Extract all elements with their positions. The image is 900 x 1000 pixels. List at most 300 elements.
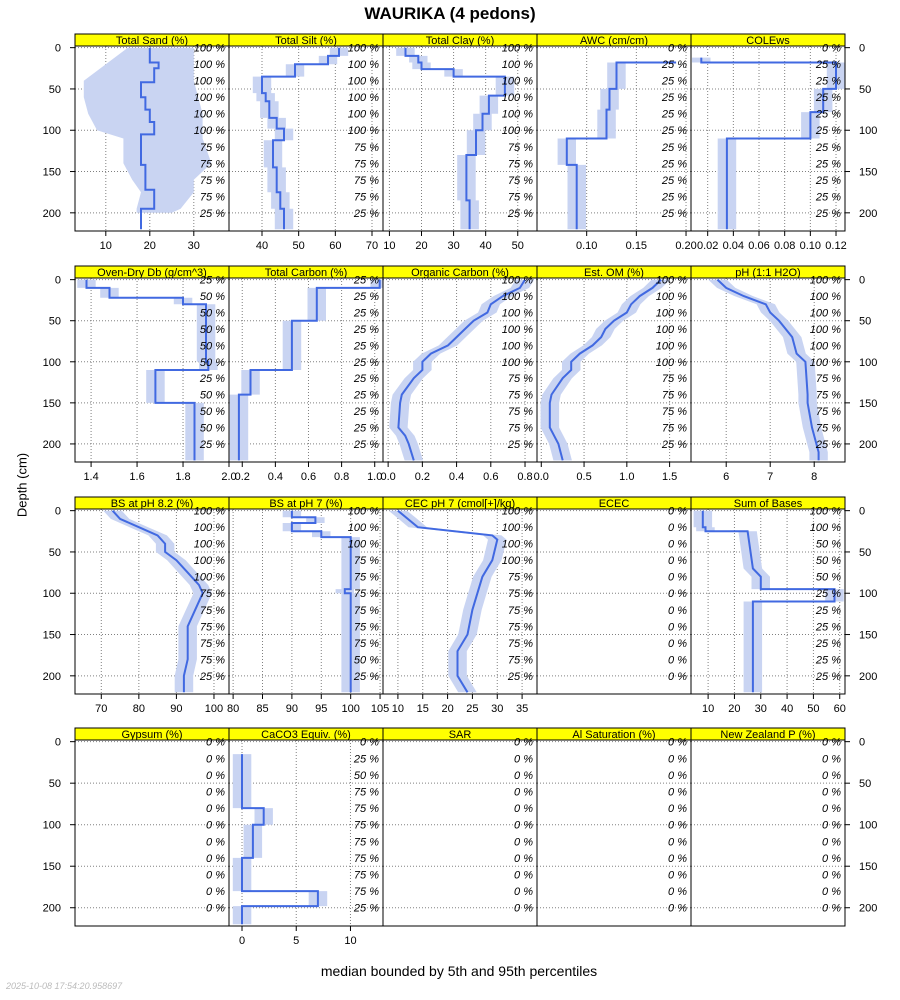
panel-label: Oven-Dry Db (g/cm^3): [97, 267, 207, 279]
y-tick-label: 100: [859, 356, 878, 369]
x-tick-label: 0.6: [300, 471, 317, 483]
panel-label: Gypsum (%): [121, 729, 183, 741]
data-completeness-label: 75 %: [199, 141, 225, 154]
x-tick-label: 0.8: [517, 471, 533, 483]
data-completeness-label: 0 %: [668, 769, 687, 782]
data-completeness-label: 100 %: [501, 92, 533, 105]
panel-label: Est. OM (%): [584, 267, 644, 279]
data-completeness-label: 50 %: [199, 291, 225, 304]
data-completeness-label: 0 %: [822, 836, 841, 849]
x-tick-label: 60: [833, 703, 846, 715]
data-completeness-label: 25 %: [353, 207, 379, 220]
data-completeness-label: 0 %: [514, 869, 533, 882]
data-completeness-label: 25 %: [815, 604, 841, 617]
percentile-band: [233, 754, 327, 924]
data-completeness-label: 100 %: [347, 125, 379, 138]
y-tick-label: 100: [859, 588, 878, 601]
x-tick-label: 0.0: [380, 471, 396, 483]
data-completeness-label: 25 %: [199, 670, 225, 683]
data-completeness-label: 100 %: [347, 92, 379, 105]
data-completeness-label: 100 %: [655, 274, 687, 287]
data-completeness-label: 100 %: [809, 340, 841, 353]
data-completeness-label: 50 %: [199, 389, 225, 402]
data-completeness-label: 100 %: [809, 291, 841, 304]
x-tick-label: 0.8: [333, 471, 350, 483]
data-completeness-label: 0 %: [668, 869, 687, 882]
data-completeness-label: 0 %: [514, 736, 533, 749]
data-completeness-label: 100 %: [347, 108, 379, 121]
data-completeness-label: 0 %: [514, 852, 533, 865]
panel-label: CaCO3 Equiv. (%): [261, 729, 351, 741]
data-completeness-label: 25 %: [353, 422, 379, 435]
data-completeness-label: 75 %: [815, 373, 841, 386]
data-completeness-label: 25 %: [507, 207, 533, 220]
data-completeness-label: 50 %: [815, 571, 841, 584]
data-completeness-label: 0 %: [668, 42, 687, 55]
data-completeness-label: 100 %: [193, 75, 225, 88]
data-completeness-label: 25 %: [661, 75, 687, 88]
data-completeness-label: 75 %: [199, 604, 225, 617]
percentile-band: [541, 280, 671, 461]
data-completeness-label: 25 %: [815, 141, 841, 154]
x-tick-label: 30: [754, 703, 767, 715]
y-tick-label: 200: [42, 670, 61, 683]
panel-label: New Zealand P (%): [720, 729, 816, 741]
data-completeness-label: 0 %: [206, 852, 225, 865]
x-tick-label: 10: [391, 703, 405, 715]
data-completeness-label: 100 %: [501, 125, 533, 138]
data-completeness-label: 0 %: [822, 769, 841, 782]
data-completeness-label: 25 %: [353, 291, 379, 304]
data-completeness-label: 0 %: [668, 836, 687, 849]
x-tick-label: 1.8: [175, 471, 191, 483]
data-completeness-label: 50 %: [353, 654, 379, 667]
timestamp: 2025-10-08 17:54:20.958697: [6, 981, 123, 991]
data-completeness-label: 50 %: [199, 307, 225, 320]
x-tick-label: 0.20: [675, 240, 697, 252]
x-tick-label: 0.0: [533, 471, 549, 483]
y-tick-label: 150: [42, 629, 61, 642]
data-completeness-label: 0 %: [360, 736, 379, 749]
data-completeness-label: 0 %: [822, 786, 841, 799]
x-tick-label: 80: [132, 703, 145, 715]
x-tick-label: 30: [491, 703, 504, 715]
x-tick-label: 50: [807, 703, 820, 715]
data-completeness-label: 25 %: [661, 59, 687, 72]
page-title: WAURIKA (4 pedons): [364, 4, 536, 23]
y-tick-label: 100: [42, 819, 61, 832]
data-completeness-label: 75 %: [199, 191, 225, 204]
data-completeness-label: 25 %: [815, 108, 841, 121]
x-tick-label: 50: [511, 240, 524, 252]
y-tick-label: 0: [54, 736, 61, 749]
data-completeness-label: 25 %: [661, 125, 687, 138]
data-completeness-label: 25 %: [661, 174, 687, 187]
y-tick-label: 150: [42, 861, 61, 874]
x-tick-label: 20: [415, 240, 428, 252]
panel-label: BS at pH 7 (%): [269, 498, 343, 510]
x-tick-label: 50: [292, 240, 305, 252]
x-tick-label: 80: [226, 703, 240, 715]
y-tick-label: 0: [859, 505, 866, 518]
data-completeness-label: 0 %: [822, 753, 841, 766]
x-tick-label: 30: [187, 240, 200, 252]
percentile-band: [253, 48, 348, 230]
data-completeness-label: 100 %: [809, 274, 841, 287]
data-completeness-label: 0 %: [206, 803, 225, 816]
x-tick-label: 60: [329, 240, 342, 252]
data-completeness-label: 25 %: [661, 92, 687, 105]
data-completeness-label: 100 %: [501, 59, 533, 72]
x-tick-label: 0.2: [414, 471, 431, 483]
y-tick-label: 150: [42, 397, 61, 410]
data-completeness-label: 0 %: [668, 538, 687, 551]
data-completeness-label: 100 %: [193, 59, 225, 72]
data-completeness-label: 0 %: [668, 571, 687, 584]
x-tick-label: 0.5: [576, 471, 592, 483]
data-completeness-label: 100 %: [809, 356, 841, 369]
data-completeness-label: 0 %: [206, 786, 225, 799]
data-completeness-label: 0 %: [668, 555, 687, 568]
y-tick-label: 100: [859, 125, 878, 138]
x-tick-label: 0.4: [448, 471, 465, 483]
data-completeness-label: 50 %: [199, 356, 225, 369]
data-completeness-label: 0 %: [206, 836, 225, 849]
data-completeness-label: 25 %: [661, 158, 687, 171]
x-tick-label: 35: [515, 703, 529, 715]
y-tick-label: 100: [42, 125, 61, 138]
data-completeness-label: 25 %: [353, 356, 379, 369]
x-tick-label: 90: [285, 703, 299, 715]
data-completeness-label: 100 %: [193, 505, 225, 518]
data-completeness-label: 25 %: [815, 75, 841, 88]
panel-label: Total Carbon (%): [264, 267, 348, 279]
x-tick-label: 95: [315, 703, 328, 715]
data-completeness-label: 75 %: [353, 141, 379, 154]
y-tick-label: 200: [859, 207, 878, 220]
y-axis-title: Depth (cm): [14, 452, 30, 518]
data-completeness-label: 50 %: [199, 323, 225, 336]
panel-label: ECEC: [598, 498, 630, 510]
y-tick-label: 0: [54, 505, 61, 518]
data-completeness-label: 75 %: [353, 886, 379, 899]
data-completeness-label: 75 %: [353, 604, 379, 617]
data-completeness-label: 75 %: [353, 869, 379, 882]
data-completeness-label: 75 %: [815, 389, 841, 402]
data-completeness-label: 75 %: [353, 571, 379, 584]
data-completeness-label: 0 %: [514, 819, 533, 832]
y-tick-label: 50: [48, 778, 61, 791]
data-completeness-label: 75 %: [507, 158, 533, 171]
data-completeness-label: 100 %: [809, 307, 841, 320]
data-completeness-label: 75 %: [507, 422, 533, 435]
data-completeness-label: 75 %: [507, 604, 533, 617]
panel-label: AWC (cm/cm): [579, 35, 649, 47]
data-completeness-label: 0 %: [822, 736, 841, 749]
x-tick-label: 20: [143, 240, 156, 252]
data-completeness-label: 25 %: [353, 902, 379, 915]
data-completeness-label: 100 %: [809, 505, 841, 518]
data-completeness-label: 100 %: [347, 42, 379, 55]
data-completeness-label: 0 %: [514, 786, 533, 799]
data-completeness-label: 0 %: [514, 836, 533, 849]
data-completeness-label: 0 %: [668, 604, 687, 617]
panel-label: pH (1:1 H2O): [735, 267, 801, 279]
data-completeness-label: 75 %: [661, 406, 687, 419]
data-completeness-label: 75 %: [353, 555, 379, 568]
data-completeness-label: 0 %: [668, 654, 687, 667]
y-tick-label: 50: [859, 315, 872, 328]
data-completeness-label: 50 %: [199, 406, 225, 419]
data-completeness-label: 0 %: [514, 769, 533, 782]
x-tick-label: 20: [728, 703, 741, 715]
data-completeness-label: 75 %: [507, 174, 533, 187]
x-tick-label: 1.0: [367, 471, 383, 483]
data-completeness-label: 75 %: [353, 836, 379, 849]
data-completeness-label: 0 %: [206, 819, 225, 832]
y-tick-label: 200: [859, 670, 878, 683]
x-tick-label: 8: [811, 471, 818, 483]
x-tick-label: 105: [370, 703, 390, 715]
y-tick-label: 50: [48, 83, 61, 96]
data-completeness-label: 100 %: [193, 42, 225, 55]
panel-label: CEC pH 7 (cmol[+]/kg): [404, 498, 516, 510]
x-tick-label: 0.02: [696, 240, 719, 252]
data-completeness-label: 75 %: [199, 588, 225, 601]
data-completeness-label: 0 %: [668, 670, 687, 683]
y-tick-label: 100: [859, 819, 878, 832]
x-tick-label: 70: [365, 240, 379, 252]
data-completeness-label: 0 %: [822, 803, 841, 816]
data-completeness-label: 0 %: [822, 852, 841, 865]
y-tick-label: 50: [859, 546, 872, 559]
y-tick-label: 150: [859, 629, 878, 642]
x-tick-label: 5: [293, 935, 300, 947]
x-tick-label: 1.5: [661, 471, 678, 483]
y-tick-label: 200: [42, 902, 61, 915]
data-completeness-label: 75 %: [507, 621, 533, 634]
data-completeness-label: 25 %: [815, 92, 841, 105]
data-completeness-label: 0 %: [822, 42, 841, 55]
y-tick-label: 50: [859, 778, 872, 791]
data-completeness-label: 0 %: [668, 588, 687, 601]
x-tick-label: 0.10: [575, 240, 598, 252]
data-completeness-label: 25 %: [815, 174, 841, 187]
data-completeness-label: 0 %: [206, 753, 225, 766]
data-completeness-label: 100 %: [193, 538, 225, 551]
panel-label: COLEws: [746, 35, 790, 47]
percentile-band: [396, 48, 514, 230]
data-completeness-label: 50 %: [199, 422, 225, 435]
data-completeness-label: 25 %: [815, 654, 841, 667]
data-completeness-label: 75 %: [661, 422, 687, 435]
data-completeness-label: 25 %: [353, 373, 379, 386]
data-completeness-label: 100 %: [347, 59, 379, 72]
y-tick-label: 50: [48, 546, 61, 559]
data-completeness-label: 0 %: [668, 902, 687, 915]
data-completeness-label: 25 %: [353, 389, 379, 402]
data-completeness-label: 100 %: [347, 538, 379, 551]
data-completeness-label: 0 %: [668, 637, 687, 650]
data-completeness-label: 0 %: [668, 803, 687, 816]
data-completeness-label: 100 %: [655, 291, 687, 304]
y-tick-label: 0: [54, 274, 61, 287]
data-completeness-label: 0 %: [668, 505, 687, 518]
y-tick-label: 200: [859, 438, 878, 451]
x-tick-label: 10: [99, 240, 112, 252]
data-completeness-label: 100 %: [501, 307, 533, 320]
x-tick-label: 85: [256, 703, 269, 715]
data-completeness-label: 0 %: [668, 736, 687, 749]
data-completeness-label: 75 %: [199, 654, 225, 667]
x-tick-label: 10: [701, 703, 715, 715]
data-completeness-label: 0 %: [514, 753, 533, 766]
data-completeness-label: 25 %: [353, 323, 379, 336]
x-tick-label: 0.08: [773, 240, 796, 252]
y-tick-label: 150: [859, 166, 878, 179]
data-completeness-label: 25 %: [353, 307, 379, 320]
data-completeness-label: 75 %: [353, 621, 379, 634]
x-tick-label: 0.06: [748, 240, 770, 252]
data-completeness-label: 75 %: [507, 406, 533, 419]
data-completeness-label: 100 %: [347, 505, 379, 518]
panel-label: Total Silt (%): [275, 35, 337, 47]
data-completeness-label: 75 %: [199, 158, 225, 171]
data-completeness-label: 25 %: [353, 406, 379, 419]
data-completeness-label: 0 %: [668, 819, 687, 832]
data-completeness-label: 75 %: [661, 373, 687, 386]
percentile-band: [84, 48, 212, 213]
data-completeness-label: 100 %: [501, 291, 533, 304]
y-tick-label: 0: [54, 42, 61, 55]
data-completeness-label: 25 %: [815, 588, 841, 601]
data-completeness-label: 25 %: [507, 670, 533, 683]
panel-label: BS at pH 8.2 (%): [110, 498, 194, 510]
data-completeness-label: 75 %: [353, 191, 379, 204]
x-tick-label: 100: [341, 703, 360, 715]
data-completeness-label: 0 %: [668, 886, 687, 899]
data-completeness-label: 25 %: [815, 158, 841, 171]
data-completeness-label: 75 %: [507, 389, 533, 402]
data-completeness-label: 25 %: [353, 340, 379, 353]
data-completeness-label: 75 %: [353, 588, 379, 601]
data-completeness-label: 25 %: [661, 438, 687, 451]
x-tick-label: 30: [447, 240, 460, 252]
data-completeness-label: 25 %: [815, 125, 841, 138]
x-tick-label: 10: [344, 935, 357, 947]
x-tick-label: 6: [723, 471, 730, 483]
y-tick-label: 50: [859, 83, 872, 96]
data-completeness-label: 75 %: [353, 819, 379, 832]
data-completeness-label: 0 %: [206, 869, 225, 882]
y-tick-label: 150: [859, 861, 878, 874]
data-completeness-label: 75 %: [507, 571, 533, 584]
x-tick-label: 25: [466, 703, 479, 715]
x-tick-label: 70: [95, 703, 108, 715]
data-completeness-label: 75 %: [353, 852, 379, 865]
data-completeness-label: 0 %: [206, 902, 225, 915]
x-tick-label: 10: [383, 240, 396, 252]
data-completeness-label: 0 %: [514, 902, 533, 915]
data-completeness-label: 25 %: [353, 753, 379, 766]
data-completeness-label: 100 %: [501, 505, 533, 518]
data-completeness-label: 100 %: [501, 75, 533, 88]
x-tick-label: 0.04: [722, 240, 745, 252]
data-completeness-label: 25 %: [815, 670, 841, 683]
y-tick-label: 200: [42, 438, 61, 451]
y-tick-label: 0: [859, 736, 866, 749]
y-tick-label: 200: [859, 902, 878, 915]
data-completeness-label: 100 %: [501, 555, 533, 568]
data-completeness-label: 75 %: [815, 422, 841, 435]
data-completeness-label: 75 %: [353, 803, 379, 816]
data-completeness-label: 0 %: [514, 886, 533, 899]
data-completeness-label: 100 %: [809, 522, 841, 535]
data-completeness-label: 50 %: [815, 555, 841, 568]
data-completeness-label: 25 %: [815, 438, 841, 451]
data-completeness-label: 75 %: [199, 174, 225, 187]
y-tick-label: 150: [859, 397, 878, 410]
data-completeness-label: 75 %: [507, 141, 533, 154]
data-completeness-label: 100 %: [655, 307, 687, 320]
data-completeness-label: 0 %: [668, 621, 687, 634]
data-completeness-label: 100 %: [193, 125, 225, 138]
panel-label: Total Sand (%): [115, 35, 189, 47]
x-axis-title: median bounded by 5th and 95th percentiles: [320, 963, 598, 979]
data-completeness-label: 75 %: [353, 174, 379, 187]
data-completeness-label: 100 %: [501, 356, 533, 369]
data-completeness-label: 100 %: [655, 323, 687, 336]
x-tick-label: 1.6: [129, 471, 145, 483]
data-completeness-label: 25 %: [353, 670, 379, 683]
data-completeness-label: 75 %: [507, 588, 533, 601]
data-completeness-label: 75 %: [507, 191, 533, 204]
x-tick-label: 0.4: [267, 471, 284, 483]
data-completeness-label: 25 %: [507, 438, 533, 451]
data-completeness-label: 50 %: [199, 340, 225, 353]
data-completeness-label: 100 %: [347, 75, 379, 88]
data-completeness-label: 100 %: [655, 340, 687, 353]
data-completeness-label: 75 %: [199, 621, 225, 634]
data-completeness-label: 100 %: [501, 538, 533, 551]
x-tick-label: 0.10: [799, 240, 822, 252]
data-completeness-label: 100 %: [193, 92, 225, 105]
data-completeness-label: 100 %: [501, 340, 533, 353]
data-completeness-label: 75 %: [507, 654, 533, 667]
data-completeness-label: 75 %: [661, 389, 687, 402]
data-completeness-label: 25 %: [815, 207, 841, 220]
data-completeness-label: 0 %: [668, 852, 687, 865]
data-completeness-label: 0 %: [668, 786, 687, 799]
data-completeness-label: 25 %: [199, 274, 225, 287]
data-completeness-label: 25 %: [199, 373, 225, 386]
data-completeness-label: 0 %: [206, 769, 225, 782]
x-tick-label: 40: [479, 240, 492, 252]
x-tick-label: 15: [416, 703, 429, 715]
y-tick-label: 0: [859, 42, 866, 55]
panel-label: Total Clay (%): [425, 35, 495, 47]
x-tick-label: 40: [780, 703, 794, 715]
panel-label: SAR: [448, 729, 472, 741]
y-tick-label: 50: [48, 315, 61, 328]
data-completeness-label: 100 %: [193, 522, 225, 535]
data-completeness-label: 100 %: [501, 323, 533, 336]
x-tick-label: 40: [255, 240, 269, 252]
data-completeness-label: 0 %: [668, 522, 687, 535]
data-completeness-label: 100 %: [347, 522, 379, 535]
x-tick-label: 7: [767, 471, 774, 483]
data-completeness-label: 0 %: [206, 886, 225, 899]
